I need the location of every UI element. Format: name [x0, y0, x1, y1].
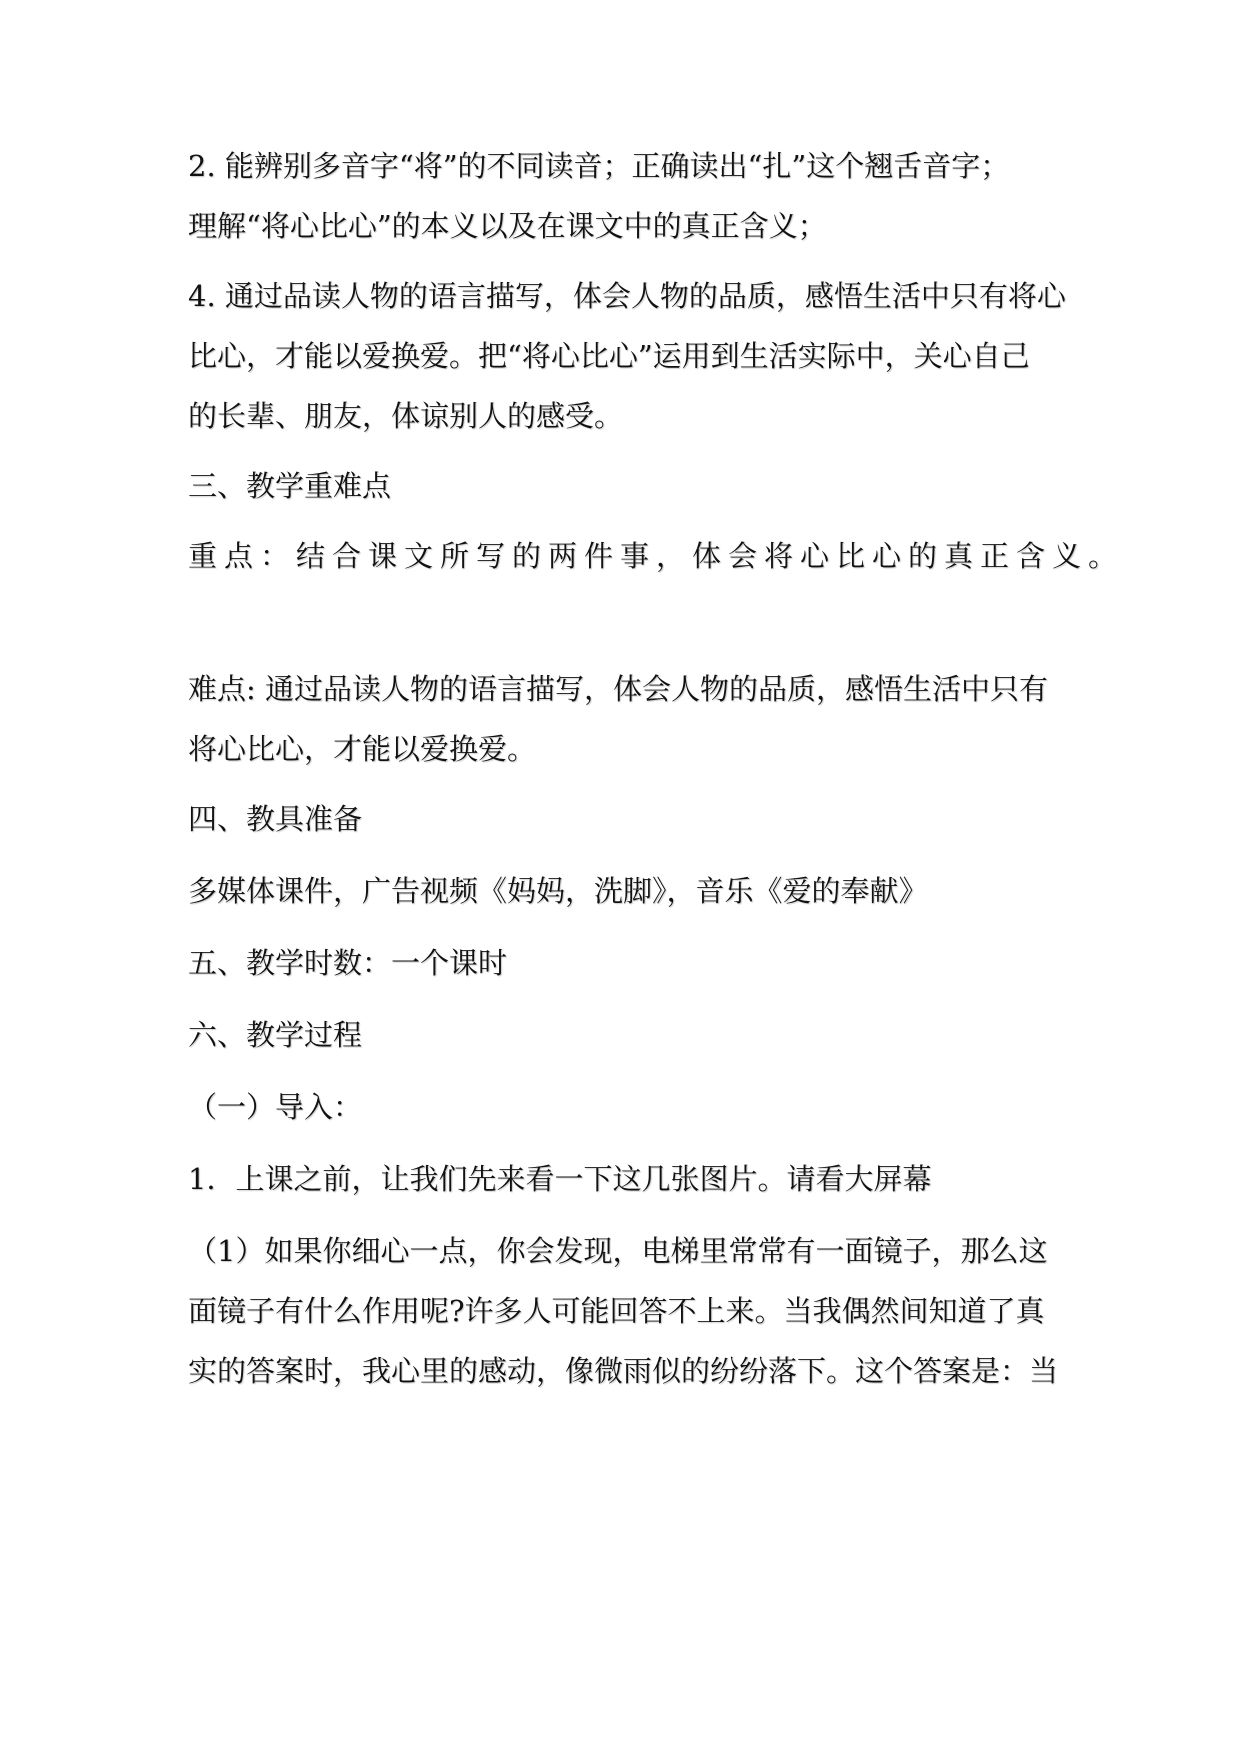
paragraph-line-3: 实的答案时，我心里的感动，像微雨似的纷纷落下。这个答案是：当 — [188, 1354, 1059, 1388]
materials-line: 多媒体课件，广告视频《妈妈，洗脚》，音乐《爱的奉献》 — [188, 874, 928, 908]
objective-2-line-1: 2. 能辨别多音字“将”的不同读音；正确读出“扎”这个翘舌音字； — [188, 149, 1010, 183]
step-1-line: 1．上课之前，让我们先来看一下这几张图片。请看大屏幕 — [188, 1162, 932, 1196]
paragraph-line-2: 面镜子有什么作用呢?许多人可能回答不上来。当我偶然间知道了真 — [188, 1294, 1045, 1328]
difficulty-line-2: 将心比心，才能以爱换爱。 — [188, 732, 537, 766]
section-heading-4: 四、教具准备 — [188, 802, 363, 836]
key-point-line: 重点：结合课文所写的两件事，体会将心比心的真正含义。 — [188, 539, 1125, 573]
section-heading-5: 五、教学时数：一个课时 — [188, 946, 508, 980]
paragraph-line-1: （1）如果你细心一点，你会发现，电梯里常常有一面镜子，那么这 — [188, 1234, 1048, 1268]
objective-4-line-1: 4. 通过品读人物的语言描写，体会人物的品质，感悟生活中只有将心 — [188, 279, 1066, 313]
section-heading-6: 六、教学过程 — [188, 1018, 363, 1052]
difficulty-line-1: 难点: 通过品读人物的语言描写，体会人物的品质，感悟生活中只有 — [188, 672, 1048, 706]
subsection-intro: （一）导入： — [188, 1090, 363, 1124]
objective-4-line-2: 比心，才能以爱换爱。把“将心比心”运用到生活实际中，关心自己 — [188, 339, 1030, 373]
objective-2-line-2: 理解“将心比心”的本义以及在课文中的真正含义； — [188, 209, 827, 243]
objective-4-line-3: 的长辈、朋友，体谅别人的感受。 — [188, 399, 624, 433]
section-heading-3: 三、教学重难点 — [188, 469, 392, 503]
